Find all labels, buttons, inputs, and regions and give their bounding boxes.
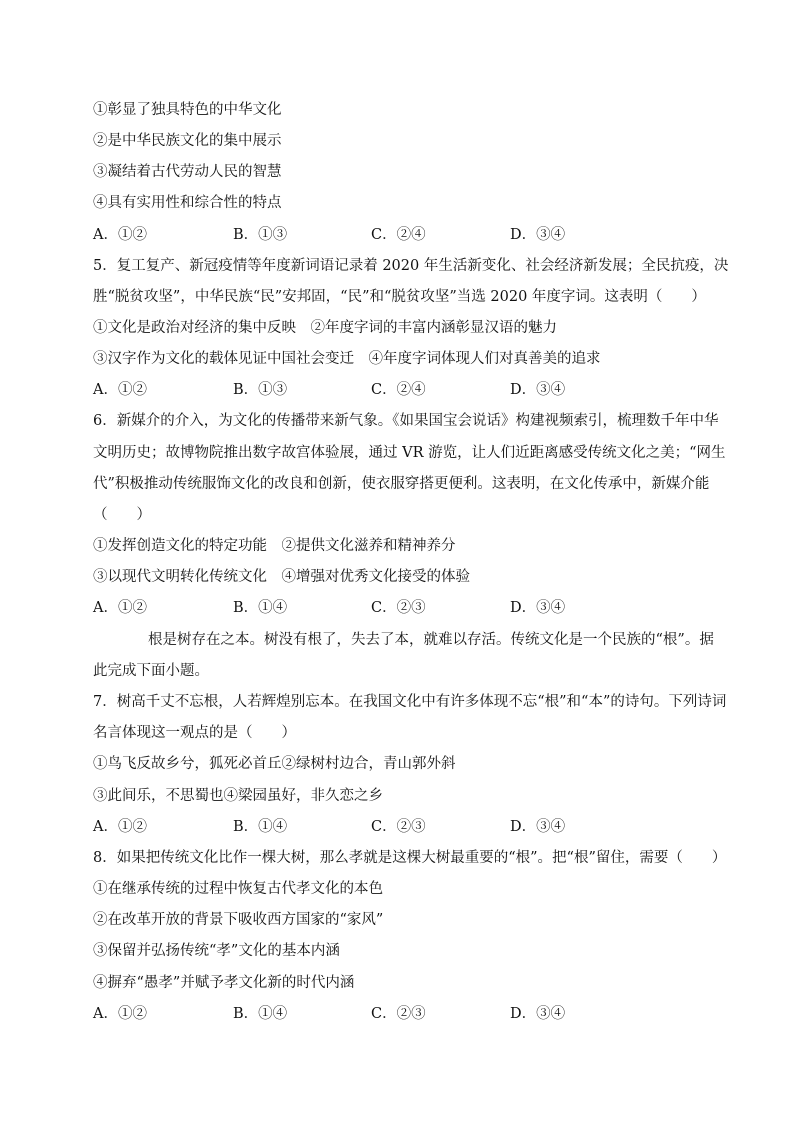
q8-options bbox=[93, 1004, 653, 1024]
intro-line-2: 此完成下面小题。 bbox=[93, 663, 209, 679]
q5-statements-line-2: ③汉字作为文化的载体见证中国社会变迁 ④年度字词体现人们对真善美的追求 bbox=[93, 351, 601, 367]
q4-option-c: C．②④ bbox=[371, 227, 426, 243]
q7-statements-line-1: ①鸟飞反故乡兮，狐死必首丘②绿树村边合，青山郭外斜 bbox=[93, 756, 456, 772]
q6-stem-line-3: 代”积极推动传统服饰文化的改良和创新，使衣服穿搭更便利。这表明，在文化传承中，新媒介能 bbox=[93, 476, 710, 492]
q7-stem-line-2: 名言体现这一观点的是（ ） bbox=[93, 725, 296, 741]
q5-statements-line-1: ①文化是政治对经济的集中反映 ②年度字词的丰富内涵彰显汉语的魅力 bbox=[93, 320, 557, 336]
q8-statement-3: ③保留并弘扬传统“孝”文化的基本内涵 bbox=[93, 943, 340, 959]
q8-option-b: B．①④ bbox=[233, 1006, 288, 1022]
q7-option-d: D．③④ bbox=[510, 819, 566, 835]
q6-options bbox=[93, 598, 653, 618]
q4-options bbox=[93, 225, 653, 245]
q7-option-b: B．①④ bbox=[233, 819, 288, 835]
q4-statement-4: ④具有实用性和综合性的特点 bbox=[93, 195, 282, 211]
q8-stem-line-1: 8．如果把传统文化比作一棵大树，那么孝就是这棵大树最重要的“根”。把“根”留住，需要（ ） bbox=[93, 850, 727, 866]
q5-option-b: B．①③ bbox=[233, 382, 288, 398]
q5-stem-line-1: 5．复工复产、新冠疫情等年度新词语记录着 2020 年生活新变化、社会经济新发展；全民抗疫，决 bbox=[93, 258, 729, 274]
q5-option-c: C．②④ bbox=[371, 382, 426, 398]
q7-option-a: A．①② bbox=[93, 819, 147, 835]
q6-statements-line-1: ①发挥创造文化的特定功能 ②提供文化滋养和精神养分 bbox=[93, 538, 456, 554]
q5-options bbox=[93, 380, 653, 400]
q8-statement-4: ④摒弃“愚孝”并赋予孝文化新的时代内涵 bbox=[93, 975, 355, 991]
q8-option-c: C．②③ bbox=[371, 1006, 426, 1022]
q6-statements-line-2: ③以现代文明转化传统文化 ④增强对优秀文化接受的体验 bbox=[93, 569, 470, 585]
q7-option-c: C．②③ bbox=[371, 819, 426, 835]
q8-statement-1: ①在继承传统的过程中恢复古代孝文化的本色 bbox=[93, 881, 383, 897]
q5-stem-line-2: 胜“脱贫攻坚”，中华民族“民”安邦固，“民”和“脱贫攻坚”当选 2020 年度字词。这表明（ ） bbox=[93, 289, 706, 305]
q5-option-d: D．③④ bbox=[510, 382, 566, 398]
q6-option-c: C．②③ bbox=[371, 600, 426, 616]
q7-options bbox=[93, 817, 653, 837]
q8-statement-2: ②在改革开放的背景下吸收西方国家的“家风” bbox=[93, 912, 384, 928]
q8-option-a: A．①② bbox=[93, 1006, 147, 1022]
q4-option-b: B．①③ bbox=[233, 227, 288, 243]
q6-option-a: A．①② bbox=[93, 600, 147, 616]
q5-option-a: A．①② bbox=[93, 382, 147, 398]
q4-option-a: A．①② bbox=[93, 227, 147, 243]
q6-option-b: B．①④ bbox=[233, 600, 288, 616]
q6-stem-line-4: （ ） bbox=[93, 507, 151, 523]
q7-statements-line-2: ③此间乐，不思蜀也④梁园虽好，非久恋之乡 bbox=[93, 788, 383, 804]
q6-stem-line-1: 6．新媒介的介入，为文化的传播带来新气象。《如果国宝会说话》构建视频索引，梳理数千年中华 bbox=[93, 413, 719, 429]
q8-option-d: D．③④ bbox=[510, 1006, 566, 1022]
q7-stem-line-1: 7．树高千丈不忘根，人若辉煌别忘本。在我国文化中有许多体现不忘“根”和“本”的诗句。下列诗词 bbox=[93, 694, 727, 710]
q4-statement-3: ③凝结着古代劳动人民的智慧 bbox=[93, 164, 282, 180]
q4-statement-2: ②是中华民族文化的集中展示 bbox=[93, 133, 282, 149]
q4-option-d: D．③④ bbox=[510, 227, 566, 243]
q6-option-d: D．③④ bbox=[510, 600, 566, 616]
intro-line-1: 根是树存在之本。树没有根了，失去了本，就难以存活。传统文化是一个民族的“根”。据 bbox=[148, 632, 714, 648]
q4-statement-1: ①彰显了独具特色的中华文化 bbox=[93, 102, 282, 118]
q6-stem-line-2: 文明历史；故博物院推出数字故宫体验展，通过 VR 游览，让人们近距离感受传统文化之美；“网生 bbox=[93, 445, 726, 461]
